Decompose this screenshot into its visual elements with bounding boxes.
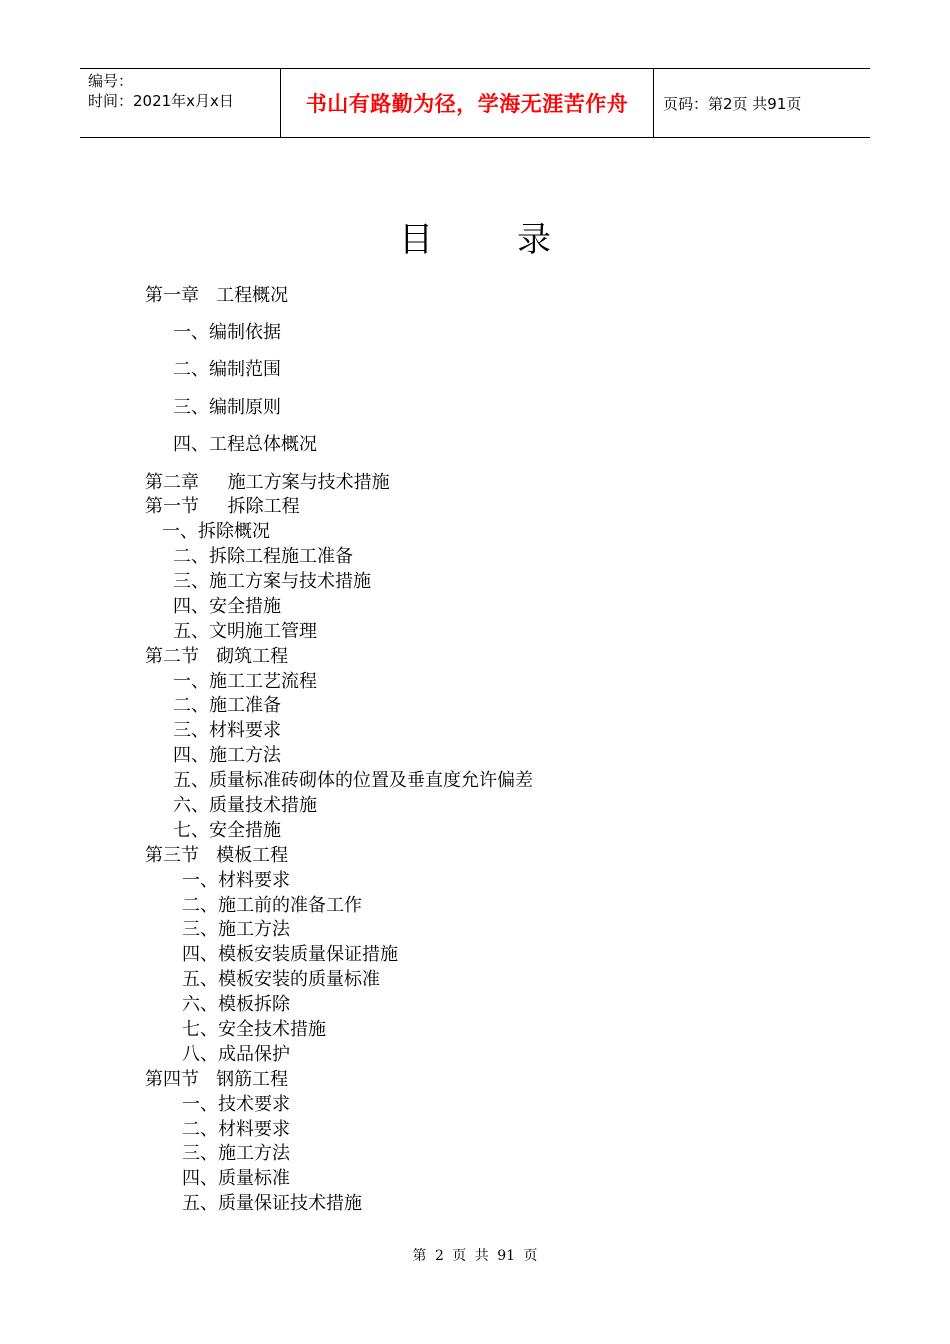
toc-item[interactable]: 三、编制原则	[173, 397, 281, 418]
toc-item[interactable]: 四、工程总体概况	[173, 434, 317, 455]
toc-item[interactable]: 四、安全措施	[173, 596, 281, 617]
toc-item[interactable]: 五、模板安装的质量标准	[182, 969, 380, 990]
toc-item[interactable]: 四、质量标准	[182, 1168, 290, 1189]
motto-text: 书山有路勤为径，学海无涯苦作舟	[305, 92, 629, 116]
toc-item[interactable]: 五、质量保证技术措施	[182, 1193, 362, 1214]
toc-title: 目录	[399, 220, 635, 260]
toc-item[interactable]: 六、质量技术措施	[173, 795, 317, 816]
toc-item[interactable]: 一、技术要求	[182, 1094, 290, 1115]
toc-item[interactable]: 三、施工方法	[182, 1143, 290, 1164]
toc-item[interactable]: 四、模板安装质量保证措施	[182, 944, 398, 965]
toc-chapter[interactable]: 第二章 施工方案与技术措施	[145, 472, 390, 493]
toc-item[interactable]: 二、材料要求	[182, 1119, 290, 1140]
toc-item[interactable]: 二、编制范围	[173, 359, 281, 380]
page-info-text: 页码：第2页 共91页	[663, 94, 802, 113]
toc-item[interactable]: 二、施工准备	[173, 695, 281, 716]
toc-item[interactable]: 七、安全技术措施	[182, 1019, 326, 1040]
toc-item[interactable]: 一、编制依据	[173, 322, 281, 343]
toc-item[interactable]: 二、拆除工程施工准备	[173, 546, 353, 567]
toc-item[interactable]: 四、施工方法	[173, 745, 281, 766]
toc-section[interactable]: 第三节 模板工程	[145, 845, 289, 866]
toc-item[interactable]: 三、施工方案与技术措施	[173, 571, 371, 592]
toc-section[interactable]: 第一节 拆除工程	[145, 496, 300, 517]
toc-item[interactable]: 三、施工方法	[182, 919, 290, 940]
page-footer: 第 2 页 共 91 页	[412, 1248, 538, 1264]
toc-item[interactable]: 一、拆除概况	[162, 521, 270, 542]
serial-number-label: 编号：	[88, 72, 134, 90]
toc-item[interactable]: 七、安全措施	[173, 820, 281, 841]
toc-item[interactable]: 一、施工工艺流程	[173, 671, 317, 692]
toc-section[interactable]: 第二节 砌筑工程	[145, 646, 289, 667]
toc-item[interactable]: 八、成品保护	[182, 1044, 290, 1065]
toc-item[interactable]: 五、文明施工管理	[173, 621, 317, 642]
toc-section[interactable]: 第四节 钢筋工程	[145, 1069, 289, 1090]
toc-item[interactable]: 二、施工前的准备工作	[182, 895, 362, 916]
toc-item[interactable]: 五、质量标准砖砌体的位置及垂直度允许偏差	[173, 770, 533, 791]
toc-item[interactable]: 六、模板拆除	[182, 994, 290, 1015]
toc-item[interactable]: 一、材料要求	[182, 870, 290, 891]
toc-item[interactable]: 三、材料要求	[173, 720, 281, 741]
date-label: 时间：2021年x月x日	[88, 92, 234, 110]
toc-chapter[interactable]: 第一章 工程概况	[145, 285, 289, 306]
